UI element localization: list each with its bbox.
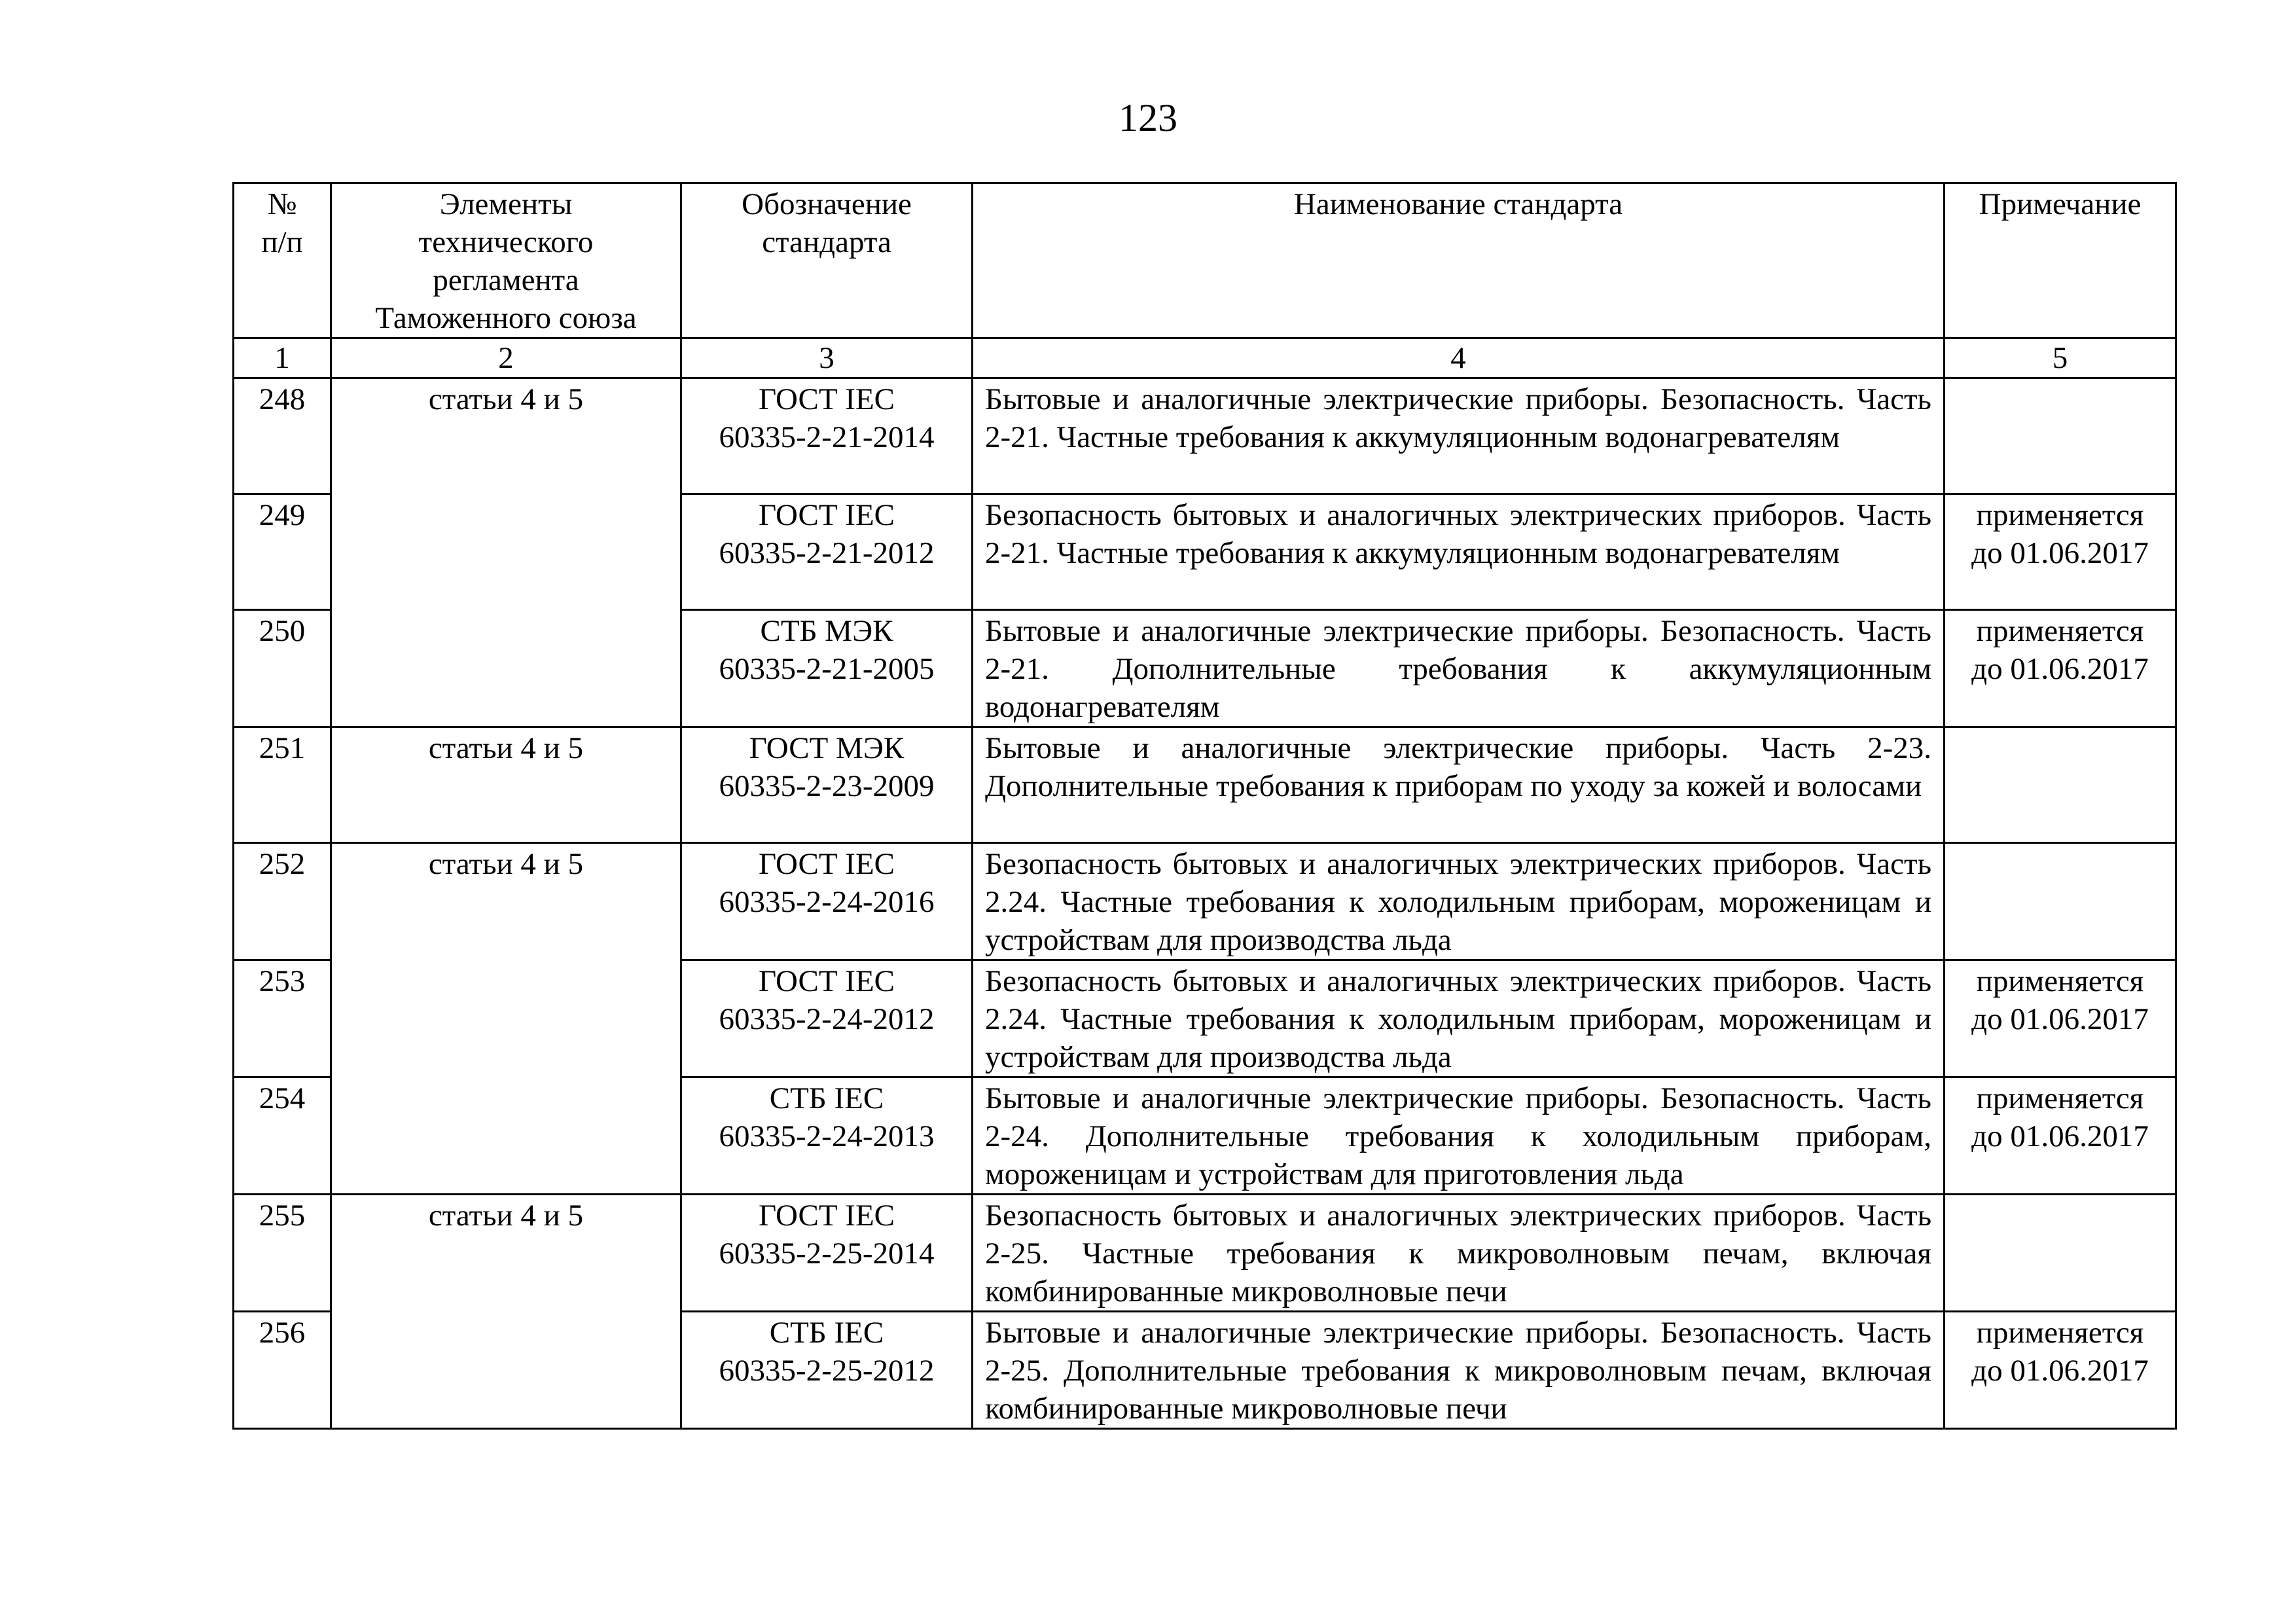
standard-name: Безопасность бытовых и аналогичных электрических приборов. Часть 2.24. Частные требования к холодильным приборам, мороженицам и устройствам для производства льда	[973, 843, 1945, 960]
page-number: 123	[1119, 96, 1177, 139]
standard-designation: ГОСТ МЭК 60335-2-23-2009	[681, 727, 973, 843]
table-row	[234, 378, 2176, 494]
header-text: Таможенного союза	[375, 301, 637, 335]
header-row	[234, 183, 2176, 338]
header-designation	[681, 183, 973, 338]
standard-designation: ГОСТ IEC 60335-2-24-2016	[681, 843, 973, 960]
note	[1945, 1195, 2176, 1312]
standard-name: Бытовые и аналогичные электрические приборы. Безопасность. Часть 2-21. Дополнительные требования к аккумуляционным водонагревателям	[973, 610, 1945, 727]
standard-name: Бытовые и аналогичные электрические приборы. Безопасность. Часть 2-25. Дополнительные требования к микроволновым печам, включая комбинированные микроволновые печи	[973, 1312, 1945, 1429]
note	[1945, 843, 2176, 960]
row-number: 255	[234, 1195, 331, 1312]
note: применяется до 01.06.2017	[1945, 1312, 2176, 1429]
column-number: 5	[1945, 338, 2176, 378]
row-number: 251	[234, 727, 331, 843]
header-text: регламента	[433, 263, 579, 297]
standard-designation: СТБ МЭК 60335-2-21-2005	[681, 610, 973, 727]
regulation-elements: статьи 4 и 5	[331, 843, 681, 1195]
column-number: 2	[331, 338, 681, 378]
header-text: №	[267, 187, 297, 221]
standard-name: Безопасность бытовых и аналогичных электрических приборов. Часть 2-21. Частные требования к аккумуляционным водонагревателям	[973, 494, 1945, 610]
row-number: 249	[234, 494, 331, 610]
header-text: Примечание	[1979, 187, 2142, 221]
note: применяется до 01.06.2017	[1945, 610, 2176, 727]
header-text: Наименование стандарта	[1293, 187, 1623, 221]
header-text: стандарта	[762, 225, 891, 259]
table-row	[234, 727, 2176, 843]
row-number: 252	[234, 843, 331, 960]
column-number: 3	[681, 338, 973, 378]
header-number	[234, 183, 331, 338]
note: применяется до 01.06.2017	[1945, 960, 2176, 1077]
note	[1945, 378, 2176, 494]
column-number-row	[234, 338, 2176, 378]
table-row	[234, 1195, 2176, 1312]
standards-table	[232, 182, 2177, 1430]
standard-name: Бытовые и аналогичные электрические приборы. Безопасность. Часть 2-21. Частные требования к аккумуляционным водонагревателям	[973, 378, 1945, 494]
column-number: 1	[234, 338, 331, 378]
note: применяется до 01.06.2017	[1945, 1077, 2176, 1195]
column-number: 4	[973, 338, 1945, 378]
row-number: 253	[234, 960, 331, 1077]
regulation-elements: статьи 4 и 5	[331, 378, 681, 727]
standard-designation: ГОСТ IEC 60335-2-21-2014	[681, 378, 973, 494]
standard-designation: ГОСТ IEC 60335-2-25-2014	[681, 1195, 973, 1312]
row-number: 250	[234, 610, 331, 727]
regulation-elements: статьи 4 и 5	[331, 727, 681, 843]
standard-designation: ГОСТ IEC 60335-2-21-2012	[681, 494, 973, 610]
header-note	[1945, 183, 2176, 338]
header-elements	[331, 183, 681, 338]
standard-designation: СТБ IEC 60335-2-24-2013	[681, 1077, 973, 1195]
standard-name: Безопасность бытовых и аналогичных электрических приборов. Часть 2-25. Частные требования к микроволновым печам, включая комбинированные микроволновые печи	[973, 1195, 1945, 1312]
header-text: Элементы	[439, 187, 573, 221]
standard-name: Безопасность бытовых и аналогичных электрических приборов. Часть 2.24. Частные требования к холодильным приборам, мороженицам и устройствам для производства льда	[973, 960, 1945, 1077]
header-text: технического	[418, 225, 594, 259]
row-number: 254	[234, 1077, 331, 1195]
table-row	[234, 843, 2176, 960]
header-text: п/п	[261, 225, 303, 259]
header-text: Обозначение	[742, 187, 912, 221]
note	[1945, 727, 2176, 843]
regulation-elements: статьи 4 и 5	[331, 1195, 681, 1429]
row-number: 248	[234, 378, 331, 494]
note: применяется до 01.06.2017	[1945, 494, 2176, 610]
header-standard-name	[973, 183, 1945, 338]
row-number: 256	[234, 1312, 331, 1429]
standard-designation: ГОСТ IEC 60335-2-24-2012	[681, 960, 973, 1077]
standard-designation: СТБ IEC 60335-2-25-2012	[681, 1312, 973, 1429]
standard-name: Бытовые и аналогичные электрические приборы. Безопасность. Часть 2-24. Дополнительные требования к холодильным приборам, мороженицам и устройствам для приготовления льда	[973, 1077, 1945, 1195]
standard-name: Бытовые и аналогичные электрические приборы. Часть 2-23. Дополнительные требования к приборам по уходу за кожей и волосами	[973, 727, 1945, 843]
